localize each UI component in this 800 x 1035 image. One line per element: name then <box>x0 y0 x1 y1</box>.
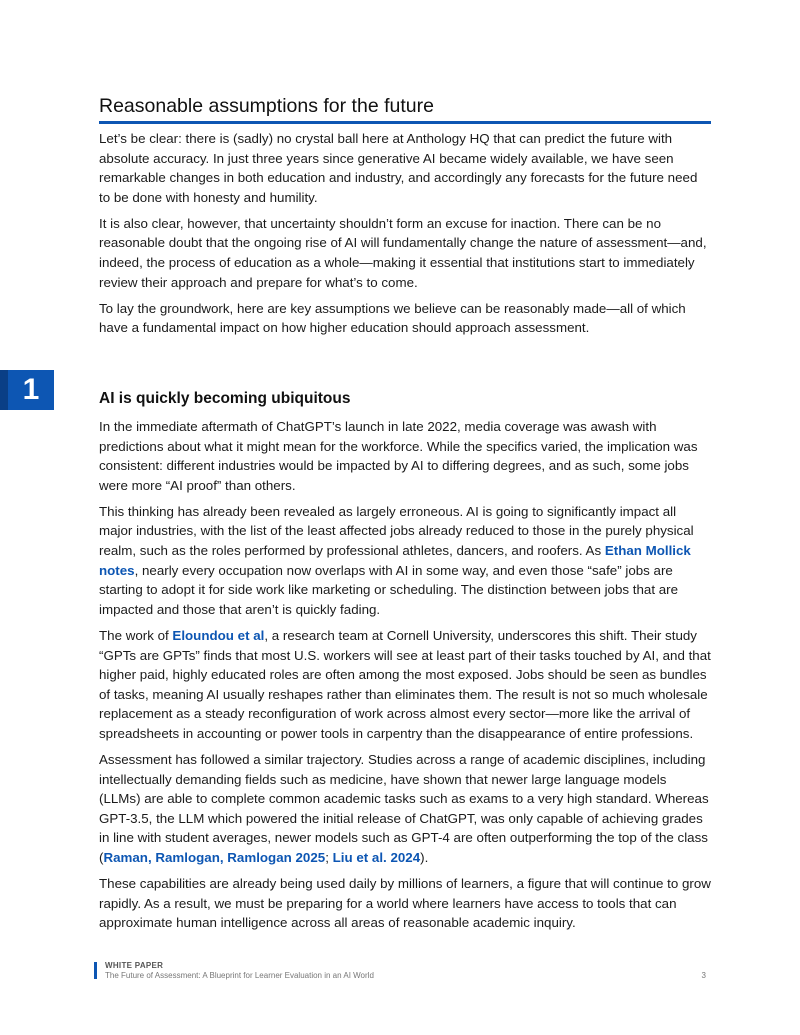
eloundou-link[interactable]: Eloundou et al <box>172 627 265 643</box>
body-paragraph: In the immediate aftermath of ChatGPT’s launch in late 2022, media coverage was awash with predictions about what it might mean for the workforce. While the specifics varied, the implication was consistent: different industries would be impacted by AI to differing degrees, and as such, some jobs were more “AI proof” than others. <box>99 419 698 493</box>
paragraph-text: Assessment has followed a similar trajectory. Studies across a range of academic disciplines, including intellectually demanding fields such as medicine, have shown that newer large language models (LLMs) are able to complete common academic tasks such as exams to a very high standard. Whereas GPT-3.5, the LLM which powered the initial release of ChatGPT, was only capable of achieving grades in line with student averages, newer models such as GPT-4 are often outperforming the top of the class ( <box>99 752 709 865</box>
paragraph-text: , a research team at Cornell University, underscores this shift. Their study “GPTs are GPTs” finds that most U.S. workers will see at least part of their tasks touched by AI, and that higher paid, highly educated roles are often among the most exposed. Jobs should be seen as bundles of tasks, meaning AI usually reshapes rather than eliminates them. The result is not so much wholesale replacement as a steady reconfiguration of work across almost every sector—more like the arrival of spreadsheets in accounting or power tools in carpentry than the disappearance of entire professions. <box>99 627 711 741</box>
page-title: Reasonable assumptions for the future <box>99 93 711 124</box>
section-body <box>99 417 711 939</box>
intro-section <box>99 129 711 344</box>
footer-document-title: The Future of Assessment: A Blueprint for Learner Evaluation in an AI World <box>105 971 374 980</box>
page-footer <box>94 961 711 981</box>
ethan-mollick-link[interactable]: Ethan Mollick notes <box>99 543 691 578</box>
intro-paragraph: It is also clear, however, that uncertainty shouldn’t form an excuse for inaction. There can be no reasonable doubt that the ongoing rise of AI will fundamentally change the nature of assessment—and, indeed, the process of education as a whole—making it essential that institutions start to immediately review their approach and prepare for what’s to come. <box>99 215 707 290</box>
footer-label: WHITE PAPER <box>105 961 164 970</box>
body-paragraph: These capabilities are already being used daily by millions of learners, a figure that will continue to grow rapidly. As a result, we must be preparing for a world where learners have access to tools that can approximate human intelligence across all areas of reasonable academic inquiry. <box>99 876 711 931</box>
paragraph-text: This thinking has already been revealed as largely erroneous. AI is going to significantly impact all major industries, with the list of the least affected jobs already reduced to those in the purely physical realm, such as the roles performed by professional athletes, dancers, and roofers. As <box>99 503 694 559</box>
paragraph-text: , nearly every occupation now overlaps with AI in some way, and even those “safe” jobs are starting to adopt it for side work like marketing or scheduling. The distinction between jobs that are impacted and those that aren’t is quickly fading. <box>99 562 679 617</box>
section-number: 1 <box>22 373 40 406</box>
section-number-badge <box>0 370 54 410</box>
citation-separator: ; <box>325 849 333 865</box>
body-paragraph <box>99 502 711 620</box>
section-heading: AI is quickly becoming ubiquitous <box>99 389 351 407</box>
raman-citation-link[interactable]: Raman, Ramlogan, Ramlogan 2025 <box>103 849 326 865</box>
liu-citation-link[interactable]: Liu et al. 2024 <box>332 849 421 865</box>
paragraph-text: ). <box>420 849 429 865</box>
footer-accent-bar <box>94 962 97 979</box>
intro-paragraph: Let’s be clear: there is (sadly) no crystal ball here at Anthology HQ that can predict the future with absolute accuracy. In just three years since generative AI became widely available, we have seen remarkable changes in both education and industry, and accordingly any forecasts for the future need to be done with honesty and humility. <box>99 131 698 205</box>
page-number: 3 <box>701 971 706 980</box>
body-paragraph <box>99 750 711 868</box>
paragraph-text: The work of <box>99 627 173 643</box>
intro-paragraph: To lay the groundwork, here are key assumptions we believe can be reasonably made—all of which have a fundamental impact on how higher education should approach assessment. <box>99 300 686 336</box>
body-paragraph <box>99 626 711 744</box>
